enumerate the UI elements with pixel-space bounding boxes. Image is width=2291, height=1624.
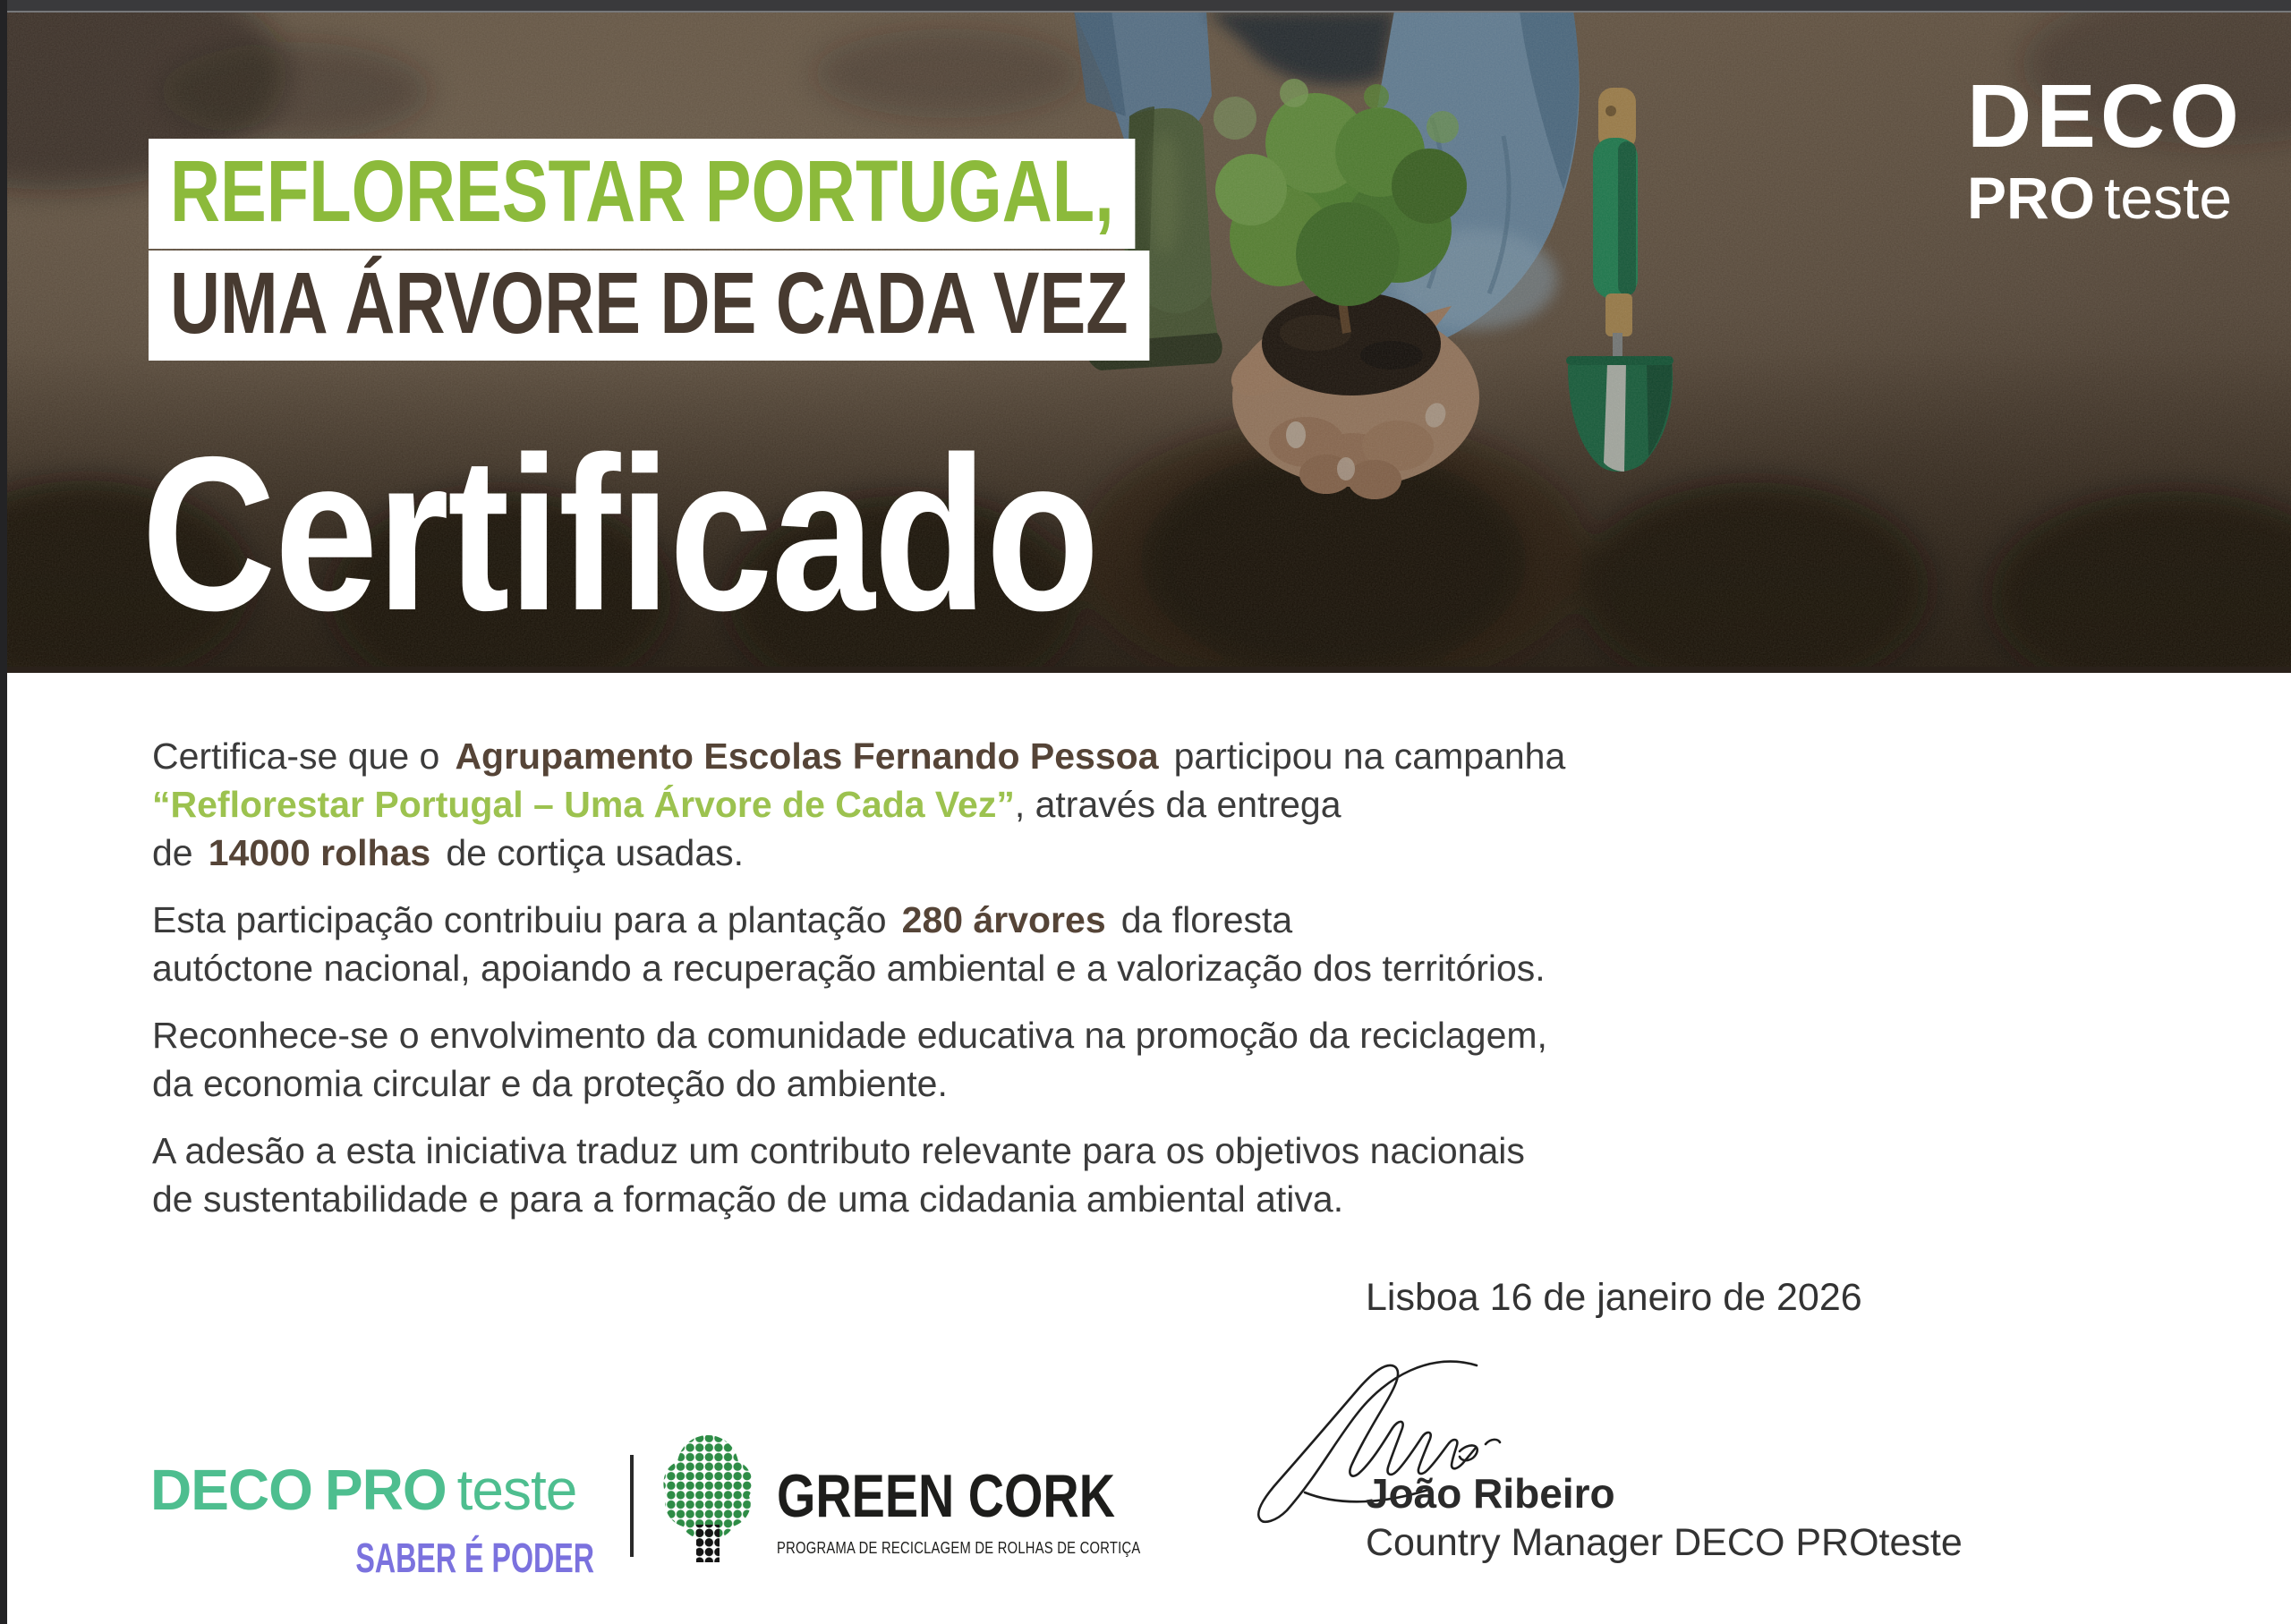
- headline-line2-text: UMA ÁRVORE DE CADA VEZ: [170, 254, 1128, 352]
- headline-line1: [149, 139, 1136, 249]
- text-segment: da floresta: [1111, 899, 1293, 940]
- text-segment: Reconhece-se o envolvimento da comunidade educativa na promoção da reciclagem,: [152, 1015, 1547, 1056]
- text-segment: 14000 rolhas: [208, 832, 431, 873]
- pro-word: PRO: [324, 1458, 447, 1522]
- green-cork-title: GREEN CORK: [777, 1462, 1115, 1530]
- text-segment: Agrupamento Escolas Fernando Pessoa: [455, 735, 1159, 777]
- text-segment: 280 árvores: [901, 899, 1106, 940]
- deco-proteste-wordmark: [150, 1457, 594, 1523]
- viewer-top-bar: [0, 0, 2291, 13]
- green-cork-logo-text: [777, 1462, 1221, 1558]
- deco-proteste-logo-footer: [150, 1457, 594, 1582]
- certificate-title: Certificado: [141, 411, 1099, 656]
- text-segment: Esta participação contribuiu para a plantação: [152, 899, 897, 940]
- text-segment: de sustentabilidade e para a formação de uma cidadania ambiental ativa.: [152, 1178, 1344, 1220]
- page-left-edge: [0, 0, 7, 1624]
- deco-word: DECO: [150, 1458, 312, 1522]
- text-segment: Certifica-se que o: [152, 735, 450, 777]
- text-segment: autóctone nacional, apoiando a recuperação ambiental e a valorização dos territórios.: [152, 948, 1546, 989]
- signatory-name: João Ribeiro: [1366, 1470, 1615, 1517]
- certificate-paragraph: [152, 1127, 2184, 1223]
- headline-line2: [149, 251, 1150, 361]
- deco-tagline: SABER É PODER: [355, 1535, 594, 1581]
- certificate-paragraphs: [0, 673, 2291, 1223]
- certificate-paragraph: [152, 732, 2184, 877]
- signatory-role: Country Manager DECO PROteste: [1366, 1521, 1963, 1564]
- headline-line1-text: REFLORESTAR PORTUGAL,: [170, 142, 1114, 240]
- date-line: Lisboa 16 de janeiro de 2026: [1366, 1276, 1862, 1319]
- deco-logo-word: DECO: [1967, 66, 2244, 166]
- teste-word: teste: [456, 1458, 577, 1522]
- text-segment: participou na campanha: [1163, 735, 1566, 777]
- text-segment: da economia circular e da proteção do ambiente.: [152, 1063, 948, 1104]
- green-cork-tree-icon: [657, 1433, 759, 1563]
- certificate-paragraph: [152, 1011, 2184, 1108]
- footer-logo-divider: [630, 1455, 634, 1557]
- banner-photo: [0, 11, 2291, 673]
- certificate-paragraph: [152, 896, 2184, 992]
- certificate-body: [0, 673, 2291, 1242]
- text-segment: A adesão a esta iniciativa traduz um contributo relevante para os objetivos nacionais: [152, 1130, 1525, 1171]
- text-segment: de cortiça usadas.: [435, 832, 745, 873]
- proteste-logo-word: [1967, 165, 2244, 231]
- text-segment: de: [152, 832, 203, 873]
- text-segment: , através da entrega: [1014, 784, 1341, 825]
- deco-proteste-logo-top: [1967, 66, 2244, 231]
- green-cork-subtitle: PROGRAMA DE RECICLAGEM DE ROLHAS DE CORTIÇA: [777, 1539, 1141, 1557]
- text-segment: “Reflorestar Portugal – Uma Árvore de Cada Vez”: [152, 784, 1015, 825]
- pro-bold: PRO: [1967, 165, 2096, 231]
- teste-light: teste: [2104, 165, 2233, 231]
